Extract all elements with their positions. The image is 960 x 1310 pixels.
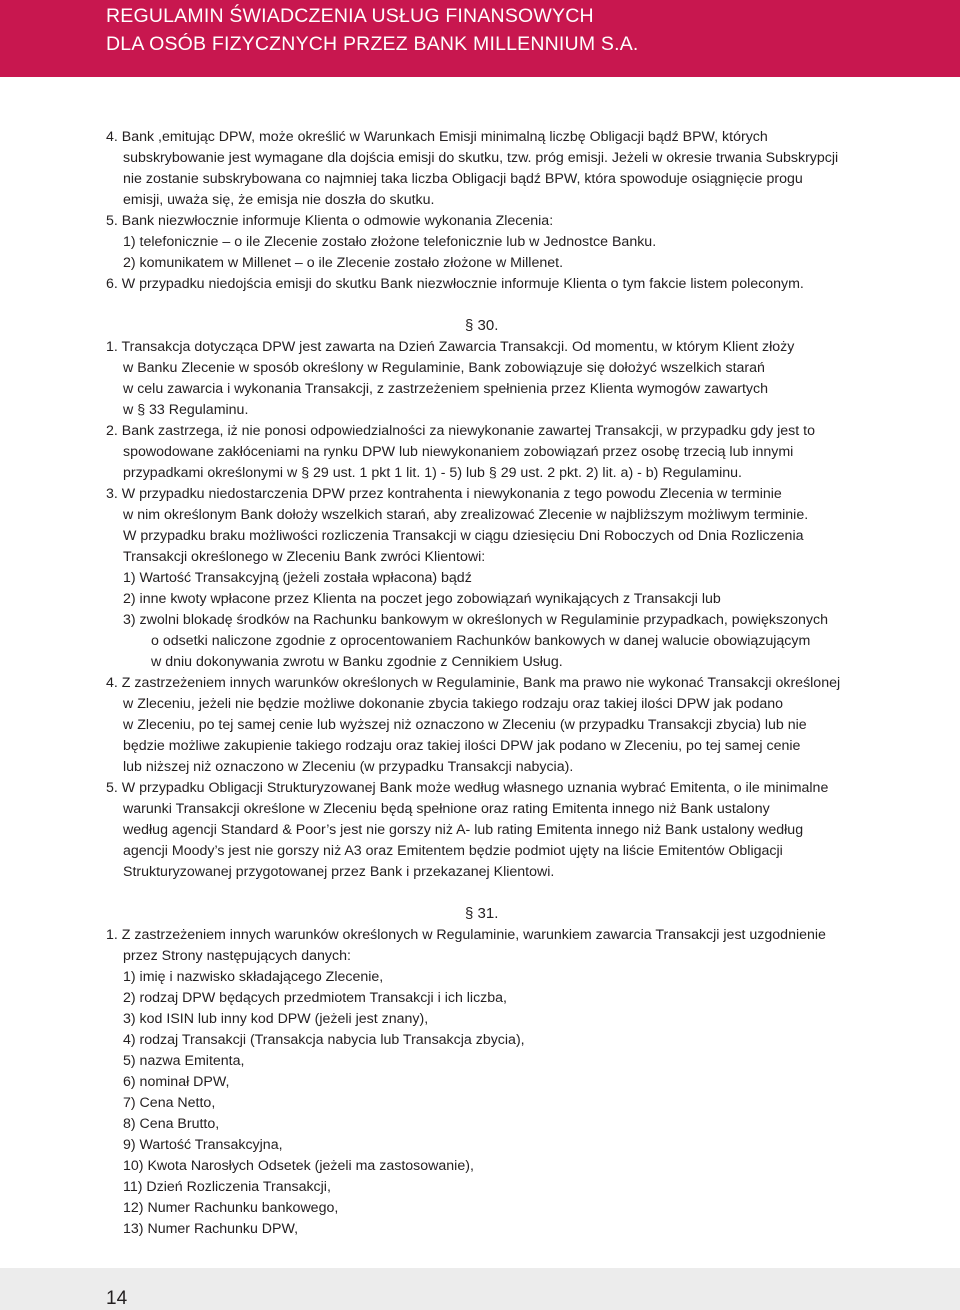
body-line: 6. W przypadku niedojścia emisji do skutku Bank niezwłocznie informuje Klienta o tym fakcie listem poleconym. <box>106 276 804 292</box>
body-line: emisji, uważa się, że emisja nie doszła do skutku. <box>123 192 435 208</box>
body-line: w nim określonym Bank dołoży wszelkich starań, aby zrealizować Zlecenie w najbliższym możliwym terminie. <box>123 507 809 523</box>
body-line: W przypadku braku możliwości rozliczenia Transakcji w ciągu dziesięciu Dni Roboczych od Dnia Rozliczenia <box>123 528 804 544</box>
body-line: 5. Bank niezwłocznie informuje Klienta o odmowie wykonania Zlecenia: <box>106 213 554 229</box>
body-line: 5) nazwa Emitenta, <box>123 1053 245 1069</box>
body-line: w dniu dokonywania zwrotu w Banku zgodnie z Cennikiem Usług. <box>151 654 563 670</box>
body-line: 2) inne kwoty wpłacone przez Klienta na poczet jego zobowiązań wynikających z Transakcji lub <box>123 591 721 607</box>
body-line: Strukturyzowanej przygotowanej przez Bank i przekazanej Klientowi. <box>123 864 555 880</box>
header-title-line-2: DLA OSÓB FIZYCZNYCH PRZEZ BANK MILLENNIUM S.A. <box>106 33 639 55</box>
page-footer <box>0 1268 960 1310</box>
body-line: przez Strony następujących danych: <box>123 948 351 964</box>
body-line: spowodowane zakłóceniami na rynku DPW lub niewykonaniem zobowiązań przez osobę trzecią lub innymi <box>123 444 794 460</box>
body-line: 1) imię i nazwisko składającego Zlecenie, <box>123 969 384 985</box>
body-line: będzie możliwe zakupienie takiego rodzaju oraz takiej ilości DPW jak podano w Zleceniu, po tej samej cenie <box>123 738 801 754</box>
body-line: 1. Transakcja dotycząca DPW jest zawarta na Dzień Zawarcia Transakcji. Od momentu, w którym Klient złoży <box>106 339 795 355</box>
body-line: w celu zawarcia i wykonania Transakcji, z zastrzeżeniem spełnienia przez Klienta wymogów zawartych <box>123 381 769 397</box>
body-line: 10) Kwota Narosłych Odsetek (jeżeli ma zastosowanie), <box>123 1158 474 1174</box>
body-line: według agencji Standard & Poor’s jest nie gorszy niż A- lub rating Emitenta innego niż Bank ustalony według <box>123 822 804 838</box>
body-line: 7) Cena Netto, <box>123 1095 216 1111</box>
body-line: przypadkami określonymi w § 29 ust. 1 pkt 1 lit. 1) - 5) lub § 29 ust. 2 pkt. 2) lit. a) - b) Regulaminu. <box>123 465 742 481</box>
body-line: 4. Bank ,emitując DPW, może określić w Warunkach Emisji minimalną liczbę Obligacji bądź BPW, których <box>106 129 768 145</box>
section-heading-30: § 30. <box>465 317 499 334</box>
body-line: w Banku Zlecenie w sposób określony w Regulaminie, Bank zobowiązuje się dołożyć wszelkich starań <box>123 360 765 376</box>
body-line: w Zleceniu, jeżeli nie będzie możliwe dokonanie zbycia takiego rodzaju oraz takiej ilości DPW jak podano <box>123 696 784 712</box>
section-heading-31: § 31. <box>465 905 499 922</box>
body-line: 3) kod ISIN lub inny kod DPW (jeżeli jest znany), <box>123 1011 429 1027</box>
body-line: w Zleceniu, po tej samej cenie lub wyższej niż oznaczono w Zleceniu (w przypadku Transakcji zbycia) lub nie <box>123 717 807 733</box>
body-line: 8) Cena Brutto, <box>123 1116 220 1132</box>
body-line: 11) Dzień Rozliczenia Transakcji, <box>123 1179 331 1195</box>
body-line: 3. W przypadku niedostarczenia DPW przez kontrahenta i niewykonania z tego powodu Zlecenia w terminie <box>106 486 782 502</box>
body-line: warunki Transakcji określone w Zleceniu będą spełnione oraz rating Emitenta innego niż Bank ustalony <box>123 801 770 817</box>
body-line: 5. W przypadku Obligacji Strukturyzowanej Bank może według własnego uznania wybrać Emitenta, o ile minimalne <box>106 780 829 796</box>
body-line: 2) komunikatem w Millenet – o ile Zlecenie zostało złożone w Millenet. <box>123 255 564 271</box>
body-line: 12) Numer Rachunku bankowego, <box>123 1200 339 1216</box>
body-line: 1) Wartość Transakcyjną (jeżeli została wpłacona) bądź <box>123 570 472 586</box>
body-line: 2) rodzaj DPW będących przedmiotem Transakcji i ich liczba, <box>123 990 507 1006</box>
body-line: agencji Moody’s jest nie gorszy niż A3 oraz Emitentem będzie podmiot ujęty na liście Emitentów Obligacji <box>123 843 783 859</box>
body-line: 13) Numer Rachunku DPW, <box>123 1221 299 1237</box>
body-line: subskrybowanie jest wymagane dla dojścia emisji do skutku, tzw. próg emisji. Jeżeli w okresie trwania Subskrypcji <box>123 150 839 166</box>
body-line: 4. Z zastrzeżeniem innych warunków określonych w Regulaminie, Bank ma prawo nie wykonać Transakcji określonej <box>106 675 841 691</box>
page-number: 14 <box>106 1288 128 1309</box>
body-line: 4) rodzaj Transakcji (Transakcja nabycia lub Transakcja zbycia), <box>123 1032 525 1048</box>
body-line: lub niższej niż oznaczono w Zleceniu (w przypadku Transakcji nabycia). <box>123 759 574 775</box>
body-line: Transakcji określonego w Zleceniu Bank zwróci Klientowi: <box>123 549 486 565</box>
body-line: 6) nominał DPW, <box>123 1074 230 1090</box>
body-line: 1) telefonicznie – o ile Zlecenie zostało złożone telefonicznie lub w Jednostce Banku. <box>123 234 657 250</box>
body-line: nie zostanie subskrybowana co najmniej taka liczba Obligacji bądź BPW, która spowoduje osiągnięcie progu <box>123 171 803 187</box>
body-line: w § 33 Regulaminu. <box>123 402 249 418</box>
body-line: 1. Z zastrzeżeniem innych warunków określonych w Regulaminie, warunkiem zawarcia Transakcji jest uzgodnienie <box>106 927 826 943</box>
body-line: 3) zwolni blokadę środków na Rachunku bankowym w określonych w Regulaminie przypadkach, powiększonych <box>123 612 828 628</box>
body-line: 9) Wartość Transakcyjna, <box>123 1137 283 1153</box>
body-line: o odsetki naliczone zgodnie z oprocentowaniem Rachunków bankowych w danej walucie obowiązującym <box>151 633 811 649</box>
header-title-line-1: REGULAMIN ŚWIADCZENIA USŁUG FINANSOWYCH <box>106 5 594 27</box>
body-line: 2. Bank zastrzega, iż nie ponosi odpowiedzialności za niewykonanie zawartej Transakcji, w przypadku gdy jest to <box>106 423 815 439</box>
